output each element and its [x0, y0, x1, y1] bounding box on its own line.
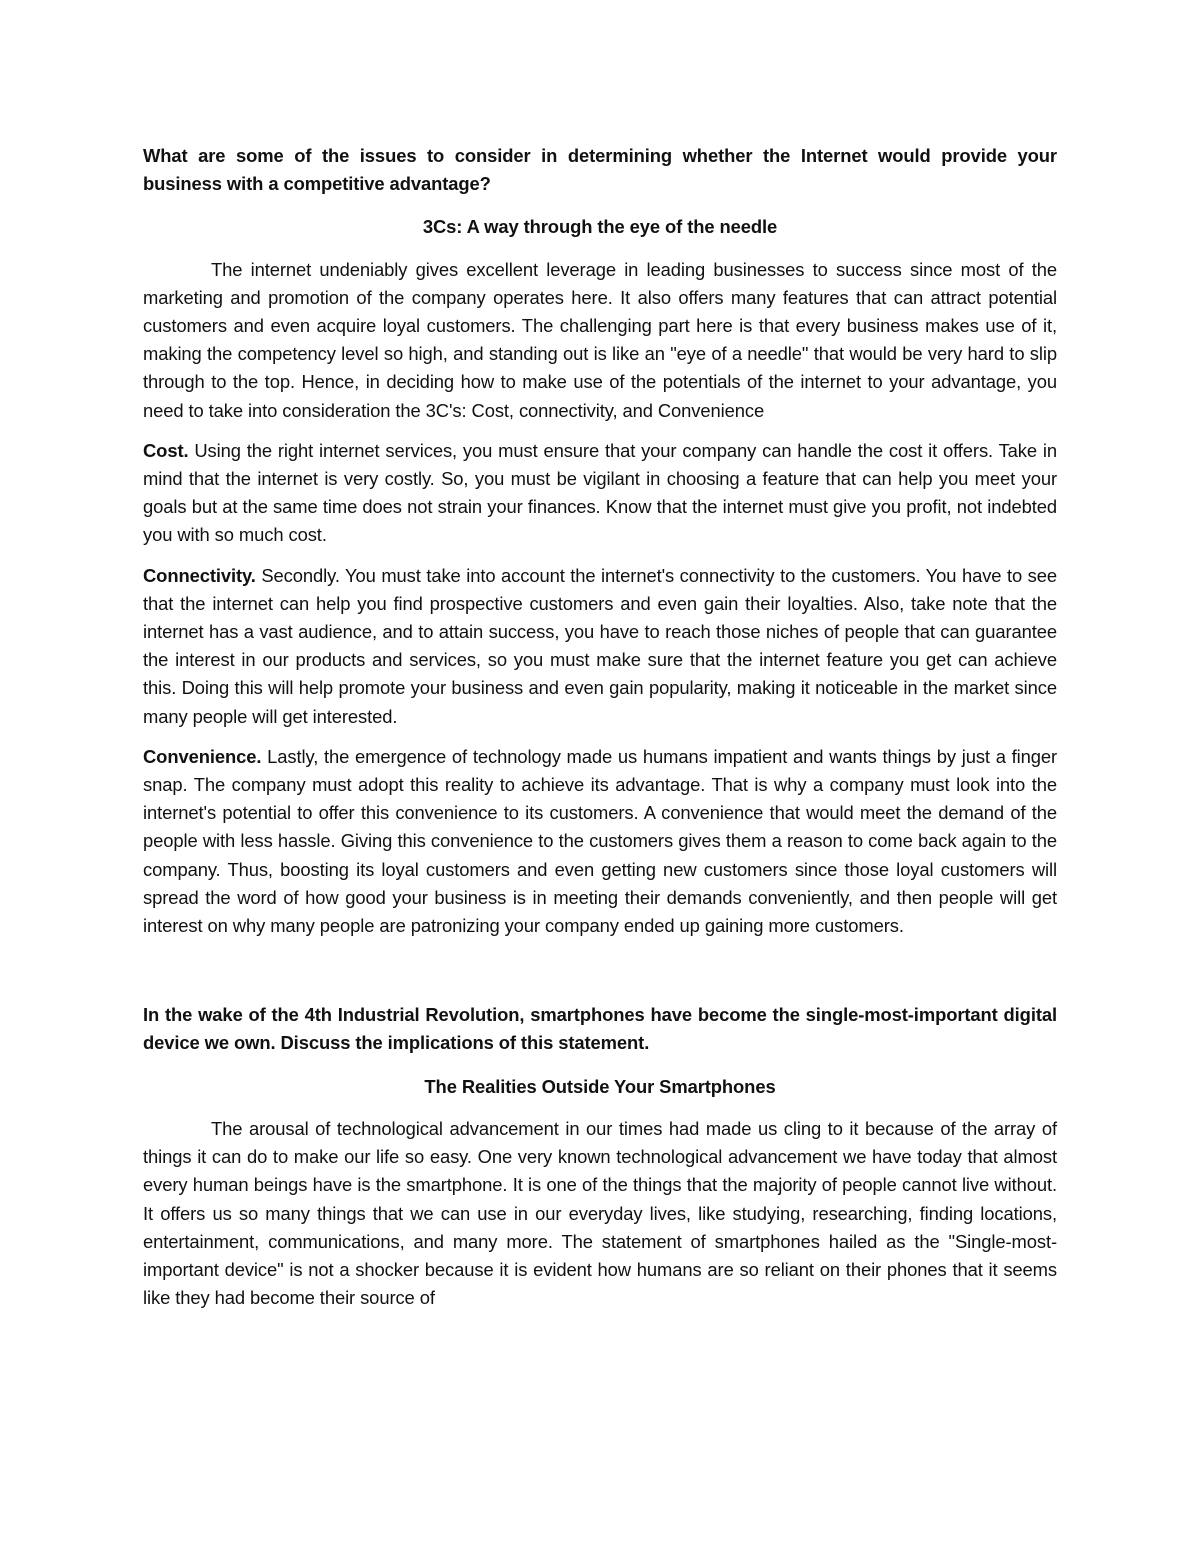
point-convenience-text: Lastly, the emergence of technology made us humans impatient and wants things by just a finger snap. The company must adopt this reality to achieve its advantage. That is why a company must look into the internet's potential to offer this convenience to its customers. A convenience that would meet the demand of the people with less hassle. Giving this convenience to the customers gives them a reason to come back again to the company. Thus, boosting its loyal customers and even getting new customers since those loyal customers will spread the word of how good your business is in meeting their demands conveniently, and then people will get interest on why many people are patronizing your company ended up gaining more customers.	[143, 745, 1057, 937]
question-1: What are some of the issues to consider in determining whether the Internet would provide your business with a competitive advantage?	[143, 145, 1057, 195]
point-cost-lead: Cost.	[143, 439, 189, 461]
question-2: In the wake of the 4th Industrial Revolution, smartphones have become the single-most-important digital device we own. Discuss the implications of this statement.	[143, 1004, 1057, 1054]
essay-1-intro: The internet undeniably gives excellent leverage in leading businesses to success since most of the marketing and promotion of the company operates here. It also offers many features that can attract potential customers and even acquire loyal customers. The challenging part here is that every business makes use of it, making the competency level so high, and standing out is like an "eye of a needle" that would be very hard to slip through to the top. Hence, in deciding how to make use of the potentials of the internet to your advantage, you need to take into consideration the 3C's: Cost, connectivity, and Convenience	[143, 258, 1057, 421]
point-connectivity	[143, 562, 1057, 731]
point-convenience-lead: Convenience.	[143, 745, 262, 767]
essay-title-1: 3Cs: A way through the eye of the needle	[422, 216, 778, 238]
point-cost	[143, 437, 1057, 550]
point-connectivity-lead: Connectivity.	[143, 564, 256, 586]
essay-title-2: The Realities Outside Your Smartphones	[424, 1075, 776, 1097]
essay-2-intro: The arousal of technological advancement in our times had made us cling to it because of the array of things it can do to make our life so easy. One very known technological advancement we have today that almost every human beings have is the smartphone. It is one of the things that the majority of people cannot live without. It offers us so many things that we can use in our everyday lives, like studying, researching, finding locations, entertainment, communications, and many more. The statement of smartphones hailed as the "Single-most-important device" is not a shocker because it is evident how humans are so reliant on their phones that it seems like they had become their source of	[143, 1117, 1057, 1309]
point-connectivity-text: Secondly. You must take into account the internet's connectivity to the customers. You have to see that the internet can help you find prospective customers and even gain their loyalties. Also, take note that the internet has a vast audience, and to attain success, you have to reach those niches of people that can guarantee the interest in our products and services, so you must make sure that the internet feature you get can achieve this. Doing this will help promote your business and even gain popularity, making it noticeable in the market since many people will get interested.	[143, 564, 1057, 727]
section-spacer	[143, 952, 1057, 1001]
point-convenience	[143, 743, 1057, 940]
point-cost-text: Using the right internet services, you must ensure that your company can handle the cost it offers. Take in mind that the internet is very costly. So, you must be vigilant in choosing a feature that can help you meet your goals but at the same time does not strain your finances. Know that the internet must give you profit, not indebted you with so much cost.	[143, 439, 1057, 546]
document-body	[143, 142, 1057, 1324]
